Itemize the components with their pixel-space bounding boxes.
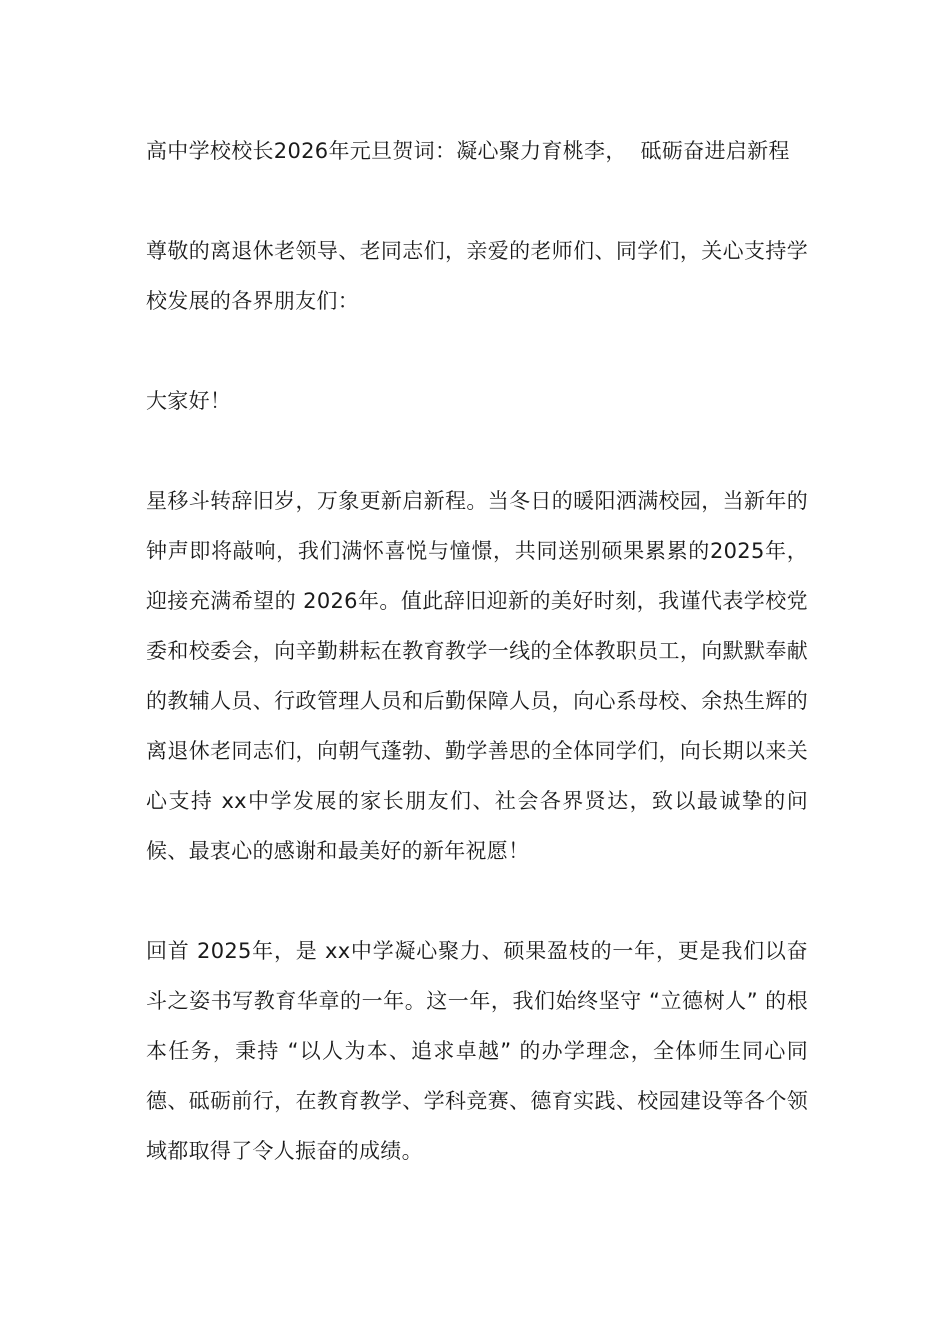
paragraph-2025-review: 回首 2025年，是 xx中学凝心聚力、硕果盈枝的一年，更是我们以奋斗之姿书写教育华章的一年。这一年，我们始终坚守 “立德树人” 的根本任务，秉持 “以人为本、追求卓越” 的办学理念，全体师生同心同德、砥砺前行，在教育教学、学科竞赛、德育实践、校园建设等各个领域都取得了令人振奋的成绩。: [146, 939, 808, 1163]
paragraph-new-year-greetings: 星移斗转辞旧岁，万象更新启新程。当冬日的暖阳洒满校园，当新年的钟声即将敲响，我们满怀喜悦与憧憬，共同送别硕果累累的2025年，迎接充满希望的 2026年。值此辞旧迎新的美好时刻，我谨代表学校党委和校委会，向辛勤耕耘在教育教学一线的全体教职员工，向默默奉献的教辅人员、行政管理人员和后勤保障人员，向心系母校、余热生辉的离退休老同志们，向朝气蓬勃、勤学善思的全体同学们，向长期以来关心支持 xx中学发展的家长朋友们、社会各界贤达，致以最诚挚的问候、最衷心的感谢和最美好的新年祝愿！: [146, 489, 808, 863]
document-body: [146, 126, 808, 1176]
greeting: 大家好！: [146, 389, 232, 413]
salutation: 尊敬的离退休老领导、老同志们，亲爱的老师们、同学们，关心支持学校发展的各界朋友们：: [146, 239, 808, 313]
document-title: 高中学校校长2026年元旦贺词：凝心聚力育桃李， 砥砺奋进启新程: [146, 139, 790, 163]
